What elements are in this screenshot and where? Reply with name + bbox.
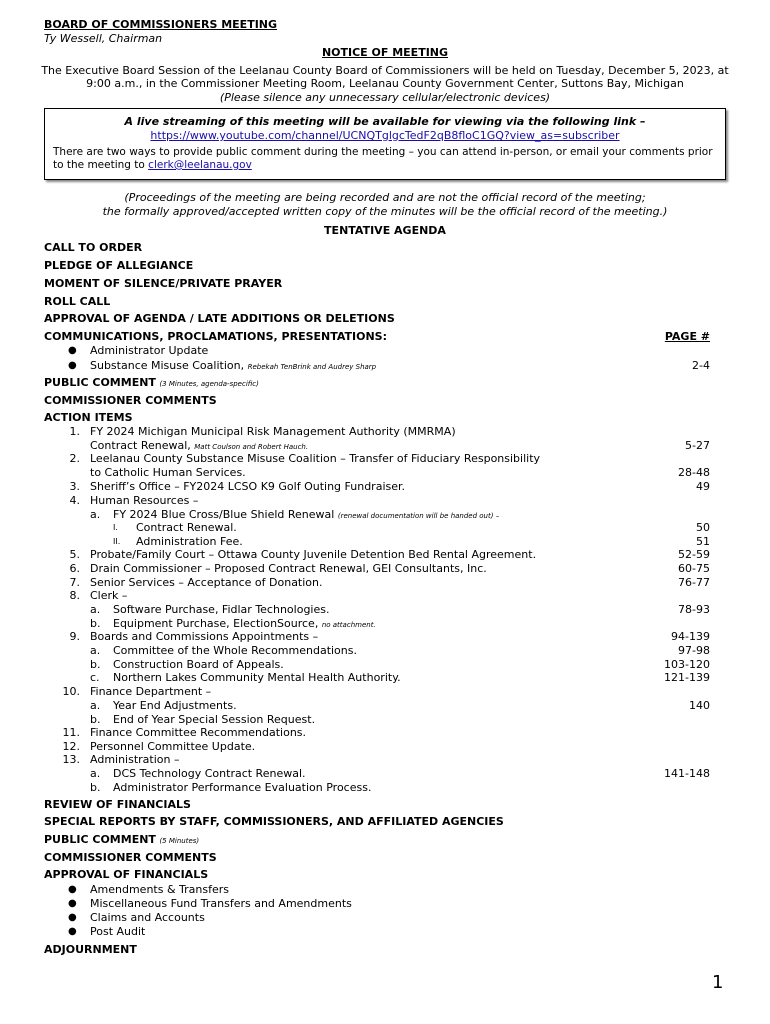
notice-line-2: 9:00 a.m., in the Commissioner Meeting Room, Leelanau County Government Center, Suttons Bay, Michigan: [86, 77, 684, 90]
public-comment-label: PUBLIC COMMENT: [44, 376, 156, 389]
item-text: Substance Misuse Coalition,: [90, 359, 245, 372]
sub-letter: c.: [90, 671, 100, 684]
sub-letter: b.: [90, 658, 101, 671]
page-ref: 97-98: [678, 644, 710, 657]
item-text: Contract Renewal,: [90, 439, 191, 452]
action-item-4a: [113, 508, 499, 521]
action-item-3: Sheriff’s Office – FY2024 LCSO K9 Golf Outing Fundraiser.: [90, 480, 406, 493]
special-reports: SPECIAL REPORTS BY STAFF, COMMISSIONERS, AND AFFILIATED AGENCIES: [44, 815, 504, 828]
item-text: Equipment Purchase, ElectionSource,: [113, 617, 319, 630]
item-text: FY 2024 Blue Cross/Blue Shield Renewal: [113, 508, 335, 521]
administrator-update: Administrator Update: [90, 344, 209, 357]
action-item-2: Leelanau County Substance Misuse Coalition – Transfer of Fiduciary Responsibility: [90, 452, 541, 465]
item-number: 9.: [69, 630, 80, 643]
action-item-8: Clerk –: [90, 589, 128, 602]
action-item-10: Finance Department –: [90, 685, 212, 698]
notice-title: NOTICE OF MEETING: [321, 46, 449, 59]
youtube-link[interactable]: https://www.youtube.com/channel/UCNQTglgcTedF2qB8floC1GQ?view_as=subscriber: [150, 129, 620, 142]
substance-misuse-item: [90, 359, 376, 372]
adjournment: ADJOURNMENT: [44, 943, 137, 956]
commissioner-comments-2: COMMISSIONER COMMENTS: [44, 851, 217, 864]
communications-heading: COMMUNICATIONS, PROCLAMATIONS, PRESENTATIONS:: [44, 330, 388, 343]
item-number: 11.: [62, 726, 80, 739]
streaming-info-box: [44, 108, 726, 180]
item-number: 8.: [69, 589, 80, 602]
bullet-icon: ●: [68, 345, 77, 356]
approval-of-financials: APPROVAL OF FINANCIALS: [44, 868, 209, 881]
action-item-10b: End of Year Special Session Request.: [113, 713, 316, 726]
action-item-13: Administration –: [90, 753, 180, 766]
action-item-9: Boards and Commissions Appointments –: [90, 630, 319, 643]
public-comment-note: (5 Minutes): [159, 837, 200, 845]
comment-prefix: to the meeting to: [53, 159, 149, 171]
sub-letter: a.: [90, 644, 101, 657]
sub-letter: b.: [90, 781, 101, 794]
sub-letter: a.: [90, 603, 101, 616]
page-column-header: PAGE #: [664, 330, 710, 343]
action-item-7: Senior Services – Acceptance of Donation.: [90, 576, 323, 589]
roll-call: ROLL CALL: [44, 295, 111, 308]
action-item-1-cont: [90, 439, 308, 452]
roman-numeral: II.: [113, 537, 121, 546]
action-item-12: Personnel Committee Update.: [90, 740, 256, 753]
action-item-2-cont: to Catholic Human Services.: [90, 466, 246, 479]
public-comment-1: [44, 376, 259, 389]
public-comment-2: [44, 833, 199, 846]
item-number: 13.: [62, 753, 80, 766]
sub-letter: a.: [90, 767, 101, 780]
review-of-financials: REVIEW OF FINANCIALS: [44, 798, 191, 811]
item-note: Rebekah TenBrink and Audrey Sharp: [247, 363, 377, 371]
chairman-name: Ty Wessell, Chairman: [44, 32, 163, 45]
action-item-8a: Software Purchase, Fidlar Technologies.: [113, 603, 330, 616]
page-ref: 49: [696, 480, 710, 493]
page-ref: 28-48: [678, 466, 710, 479]
pledge: PLEDGE OF ALLEGIANCE: [44, 259, 194, 272]
approval-of-agenda: APPROVAL OF AGENDA / LATE ADDITIONS OR DELETIONS: [44, 312, 395, 325]
bullet-icon: ●: [68, 926, 77, 937]
page-ref: 5-27: [685, 439, 710, 452]
call-to-order: CALL TO ORDER: [44, 241, 143, 254]
page-ref: 121-139: [664, 671, 710, 684]
action-item-13b: Administrator Performance Evaluation Process.: [113, 781, 372, 794]
sub-letter: a.: [90, 699, 101, 712]
page-ref: 2-4: [692, 359, 710, 372]
page-ref: 140: [689, 699, 710, 712]
bullet-icon: ●: [68, 912, 77, 923]
item-number: 7.: [69, 576, 80, 589]
notice-line-1: The Executive Board Session of the Leelanau County Board of Commissioners will be held on Tuesday, December 5, 2023, at: [41, 64, 729, 77]
page-ref: 103-120: [664, 658, 710, 671]
action-item-4: Human Resources –: [90, 494, 199, 507]
action-item-13a: DCS Technology Contract Renewal.: [113, 767, 306, 780]
financial-item-1: Amendments & Transfers: [90, 883, 229, 896]
action-item-4a-i: Contract Renewal.: [136, 521, 237, 534]
item-number: 12.: [62, 740, 80, 753]
sub-letter: b.: [90, 713, 101, 726]
page-ref: 51: [696, 535, 710, 548]
bullet-icon: ●: [68, 360, 77, 371]
action-item-5: Probate/Family Court – Ottawa County Juvenile Detention Bed Rental Agreement.: [90, 548, 537, 561]
item-number: 6.: [69, 562, 80, 575]
sub-letter: b.: [90, 617, 101, 630]
page-ref: 50: [696, 521, 710, 534]
action-item-8b: [113, 617, 376, 630]
public-comment-info-2: [53, 159, 252, 171]
financial-item-4: Post Audit: [90, 925, 146, 938]
page-ref: 78-93: [678, 603, 710, 616]
action-item-1: FY 2024 Michigan Municipal Risk Management Authority (MMRMA): [90, 425, 456, 438]
item-number: 3.: [69, 480, 80, 493]
financial-item-3: Claims and Accounts: [90, 911, 205, 924]
page-number: 1: [712, 972, 724, 993]
item-note: (renewal documentation will be handed out) –: [337, 512, 500, 520]
record-notice-2: the formally approved/accepted written copy of the minutes will be the official record of the meeting.): [102, 205, 668, 218]
public-comment-label: PUBLIC COMMENT: [44, 833, 156, 846]
page-ref: 94-139: [671, 630, 710, 643]
page-ref: 60-75: [678, 562, 710, 575]
notice-line-3: (Please silence any unnecessary cellular/electronic devices): [219, 91, 551, 104]
action-items-heading: ACTION ITEMS: [44, 411, 133, 424]
action-item-9a: Committee of the Whole Recommendations.: [113, 644, 357, 657]
commissioner-comments-1: COMMISSIONER COMMENTS: [44, 394, 217, 407]
financial-item-2: Miscellaneous Fund Transfers and Amendments: [90, 897, 352, 910]
bullet-icon: ●: [68, 898, 77, 909]
public-comment-note: (3 Minutes, agenda-specific): [159, 380, 259, 388]
bullet-icon: ●: [68, 884, 77, 895]
meeting-title: BOARD OF COMMISSIONERS MEETING: [44, 18, 278, 31]
moment-of-silence: MOMENT OF SILENCE/PRIVATE PRAYER: [44, 277, 283, 290]
clerk-email-link[interactable]: clerk@leelanau.gov: [148, 159, 252, 171]
item-note: no attachment.: [321, 621, 376, 629]
item-number: 10.: [62, 685, 80, 698]
action-item-4a-ii: Administration Fee.: [136, 535, 243, 548]
roman-numeral: I.: [113, 523, 118, 532]
item-number: 5.: [69, 548, 80, 561]
item-number: 1.: [69, 425, 80, 438]
sub-letter: a.: [90, 508, 101, 521]
page-ref: 76-77: [678, 576, 710, 589]
page-ref: 52-59: [678, 548, 710, 561]
action-item-9c: Northern Lakes Community Mental Health Authority.: [113, 671, 401, 684]
item-note: Matt Coulson and Robert Hauch.: [194, 443, 309, 451]
action-item-9b: Construction Board of Appeals.: [113, 658, 284, 671]
action-item-6: Drain Commissioner – Proposed Contract Renewal, GEI Consultants, Inc.: [90, 562, 487, 575]
public-comment-info: There are two ways to provide public comment during the meeting – you can attend in-person, or email your comments prior: [53, 146, 713, 158]
action-item-10a: Year End Adjustments.: [113, 699, 237, 712]
stream-heading: A live streaming of this meeting will be available for viewing via the following link –: [124, 115, 646, 128]
item-number: 2.: [69, 452, 80, 465]
action-item-11: Finance Committee Recommendations.: [90, 726, 307, 739]
item-number: 4.: [69, 494, 80, 507]
agenda-title: TENTATIVE AGENDA: [324, 224, 446, 237]
record-notice-1: (Proceedings of the meeting are being recorded and are not the official record of the meeting;: [124, 191, 646, 204]
page-ref: 141-148: [664, 767, 710, 780]
